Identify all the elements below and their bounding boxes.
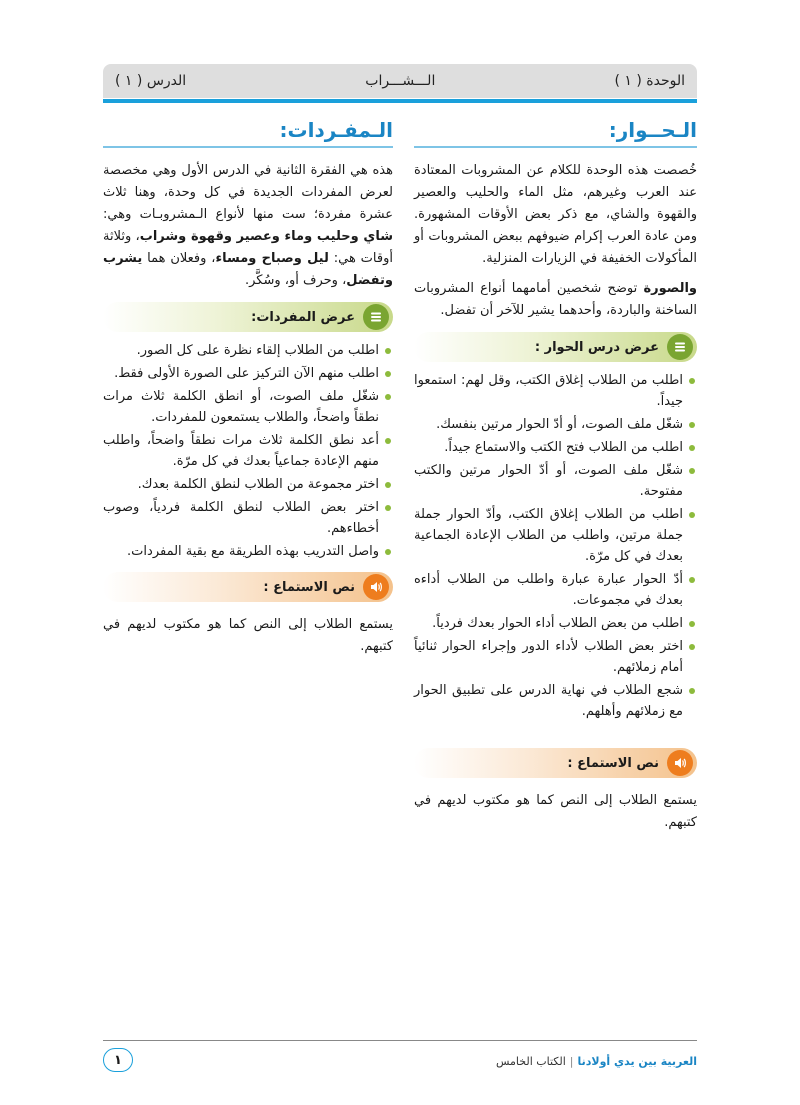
- footer-book: الكتاب الخامس: [495, 1054, 566, 1068]
- page-header: [103, 64, 697, 98]
- list-icon: [667, 334, 693, 360]
- step-item: شغّل ملف الصوت، أو أدّ الحوار مرتين بنفسك.: [414, 414, 697, 435]
- footer-brand: العربية بين يدي أولادنا: [577, 1054, 697, 1068]
- step-item: اطلب من الطلاب إلقاء نظرة على كل الصور.: [103, 340, 393, 361]
- page-footer: [103, 1046, 697, 1076]
- step-item: أعد نطق الكلمة ثلاث مرات نطقاً واضحاً، واطلب منهم الإعادة جماعياً بعدك في كل مرّة.: [103, 430, 393, 472]
- vocabulary-column: [103, 118, 393, 666]
- dialogue-image-paragraph: [414, 278, 697, 322]
- paragraph-text: ، وحرف أو، وسُكَّر.: [244, 273, 347, 288]
- footer-rule: [103, 1040, 697, 1041]
- step-item: شجع الطلاب في نهاية الدرس على تطبيق الحوار مع زملائهم وأهلهم.: [414, 680, 697, 722]
- paragraph-text: ، وفعلان هما: [142, 251, 216, 266]
- vocabulary-present-bar: [103, 302, 393, 332]
- vocabulary-steps: [103, 340, 393, 562]
- step-item: اطلب من الطلاب إغلاق الكتب، وأدّ الحوار جملة جملة مرتين، واطلب من الطلاب الإعادة الجماعية بعدك في كل مرّة.: [414, 504, 697, 567]
- vocabulary-paragraph: [103, 160, 393, 292]
- dialogue-paragraph: خُصصت هذه الوحدة للكلام عن المشروبات المعتادة عند العرب وغيرهم، مثل الماء والحليب والعصير والقهوة والشاي، مع ذكر بعض الأوقات المشهورة. ومن عادة العرب إكرام ضيوفهم ببعض المشروبات أو المأكولات الخفيفة في الزيارات المنزلية.: [414, 163, 697, 266]
- bar-label: نص الاستماع :: [567, 755, 659, 771]
- paragraph-text: توضح شخصين أمامهما أنواع المشروبات الساخنة والباردة، وأحدهما يشير للآخر أن تفضل.: [414, 281, 697, 318]
- header-rule: [103, 99, 697, 103]
- step-item: أدّ الحوار عبارة عبارة واطلب من الطلاب أداءه بعدك في مجموعات.: [414, 569, 697, 611]
- step-item: اطلب من الطلاب فتح الكتب والاستماع جيداً.: [414, 437, 697, 458]
- bold-times: ليل وصباح ومساء: [215, 251, 329, 266]
- vocabulary-listen-bar: [103, 572, 393, 602]
- bold-term: والصورة: [643, 281, 697, 296]
- listen-text: يستمع الطلاب إلى النص كما هو مكتوب لديهم في كتبهم.: [103, 617, 393, 654]
- step-item: اختر مجموعة من الطلاب لنطق الكلمة بعدك.: [103, 474, 393, 495]
- step-item: اطلب من الطلاب إغلاق الكتب، وقل لهم: استمعوا جيداً.: [414, 370, 697, 412]
- step-item: واصل التدريب بهذه الطريقة مع بقية المفردات.: [103, 541, 393, 562]
- page-number: ١: [103, 1048, 133, 1072]
- listen-text: يستمع الطلاب إلى النص كما هو مكتوب لديهم في كتبهم.: [414, 793, 697, 830]
- bold-verbs: يشرب وتفضل: [103, 251, 393, 288]
- dialogue-present-bar: [414, 332, 697, 362]
- step-item: اختر بعض الطلاب لأداء الدور وإجراء الحوار ثنائياً أمام زملائهم.: [414, 636, 697, 678]
- vocabulary-title: الـمفـردات:: [103, 118, 393, 148]
- dialogue-steps: [414, 370, 697, 722]
- paragraph-text: ، وثلاثة أوقات هي:: [103, 229, 393, 266]
- step-item: شغّل ملف الصوت، أو أدّ الحوار مرتين والكتب مفتوحة.: [414, 460, 697, 502]
- bold-drinks: شاي وحليب وماء وعصير وقهوة وشراب: [139, 229, 394, 244]
- speaker-icon: [667, 750, 693, 776]
- bar-label: عرض درس الحوار :: [534, 339, 659, 355]
- list-icon: [363, 304, 389, 330]
- footer-separator: |: [569, 1054, 574, 1068]
- step-item: شغّل ملف الصوت، أو انطق الكلمة ثلاث مرات نطقاً واضحاً، والطلاب يستمعون للمفردات.: [103, 386, 393, 428]
- step-item: اطلب منهم الآن التركيز على الصورة الأولى فقط.: [103, 363, 393, 384]
- dialogue-title: الـحــوار:: [414, 118, 697, 148]
- bar-label: نص الاستماع :: [263, 579, 355, 595]
- step-item: اطلب من بعض الطلاب أداء الحوار بعدك فردياً.: [414, 613, 697, 634]
- dialogue-listen-bar: [414, 748, 697, 778]
- unit-label: الوحدة ( ١ ): [614, 73, 685, 89]
- lesson-label: الدرس ( ١ ): [115, 73, 187, 89]
- speaker-icon: [363, 574, 389, 600]
- paragraph-text: هذه هي الفقرة الثانية في الدرس الأول وهي مخصصة لعرض المفردات الجديدة في كل وحدة، وهنا ثلاث عشرة مفردة؛ ست منها لأنواع الـمشروبـات وهي:: [103, 163, 393, 222]
- dialogue-column: [414, 118, 697, 842]
- unit-title: الـــشـــراب: [365, 73, 436, 89]
- bar-label: عرض المفردات:: [251, 309, 355, 325]
- step-item: اختر بعض الطلاب لنطق الكلمة فردياً، وصوب أخطاءهم.: [103, 497, 393, 539]
